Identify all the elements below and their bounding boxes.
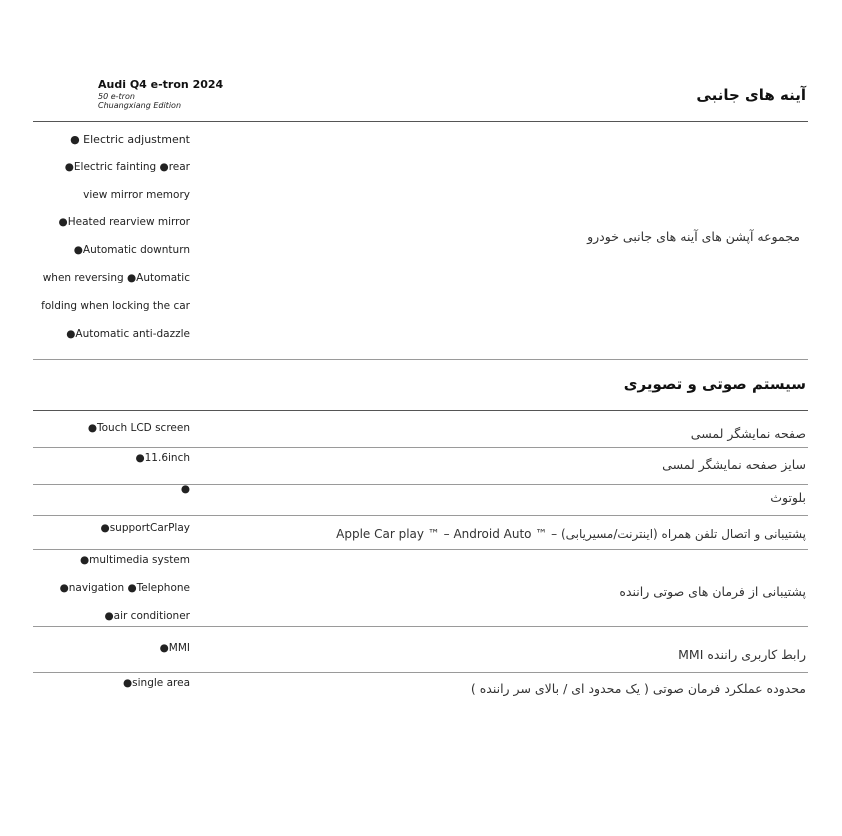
bluetooth-label: بلوتوث bbox=[770, 490, 806, 505]
mirrors-value-line: view mirror memory bbox=[83, 189, 190, 201]
carplay-label: پشتیبانی و اتصال تلفن همراه (اینترنت/مسیریابی) – ™ Apple Car play ™ – Android Auto bbox=[336, 527, 806, 541]
mirrors-value-line: folding when locking the car bbox=[41, 300, 190, 312]
divider bbox=[33, 626, 808, 627]
model-variant-line2: Chuangxiang Edition bbox=[98, 101, 182, 110]
voice-area-value: ●single area bbox=[123, 677, 190, 689]
voice-command-label: پشتیبانی از فرمان های صوتی راننده bbox=[619, 584, 806, 599]
carplay-value: ●supportCarPlay bbox=[100, 522, 190, 534]
mirrors-value-line: ● Electric adjustment bbox=[70, 133, 190, 146]
divider bbox=[33, 359, 808, 360]
mirrors-value-line: ●Automatic downturn bbox=[73, 244, 190, 256]
section-divider bbox=[33, 410, 808, 411]
mirrors-value-line: ●Electric fainting ●rear bbox=[64, 161, 190, 173]
touch-screen-label: صفحه نمایشگر لمسی bbox=[690, 426, 806, 441]
mirrors-value-line: ●Automatic anti-dazzle bbox=[66, 328, 190, 340]
voice-command-value-line: ●navigation ●Telephone bbox=[59, 582, 190, 594]
voice-command-value-line: ●multimedia system bbox=[80, 554, 190, 566]
model-name: Audi Q4 e-tron 2024 bbox=[98, 78, 224, 91]
mirrors-value-line: ●Heated rearview mirror bbox=[58, 216, 190, 228]
mmi-label: رابط کاربری راننده MMI bbox=[678, 647, 806, 662]
model-variant-line1: 50 e-tron bbox=[98, 92, 135, 101]
voice-area-label: محدوده عملکرد فرمان صوتی ( یک محدود ای / بالای سر راننده ) bbox=[470, 681, 806, 696]
mirrors-label: مجموعه آپشن های آینه های جانبی خودرو bbox=[587, 229, 800, 244]
touch-screen-value: ●Touch LCD screen bbox=[87, 422, 190, 434]
screen-size-label: سایز صفحه نمایشگر لمسی bbox=[662, 457, 806, 472]
header-divider bbox=[33, 121, 808, 122]
divider bbox=[33, 672, 808, 673]
divider bbox=[33, 447, 808, 448]
voice-command-value-line: ●air conditioner bbox=[104, 610, 190, 622]
mmi-value: ●MMI bbox=[159, 642, 190, 654]
divider bbox=[33, 515, 808, 516]
screen-size-value: ●11.6inch bbox=[135, 452, 190, 464]
divider bbox=[33, 549, 808, 550]
bluetooth-value: ● bbox=[180, 483, 190, 495]
mirrors-value-line: when reversing ●Automatic bbox=[42, 272, 190, 284]
section-title-audio-video: سیستم صوتی و تصویری bbox=[623, 375, 806, 393]
section-title-mirrors: آینه های جانبی bbox=[696, 86, 806, 104]
divider bbox=[33, 484, 808, 485]
